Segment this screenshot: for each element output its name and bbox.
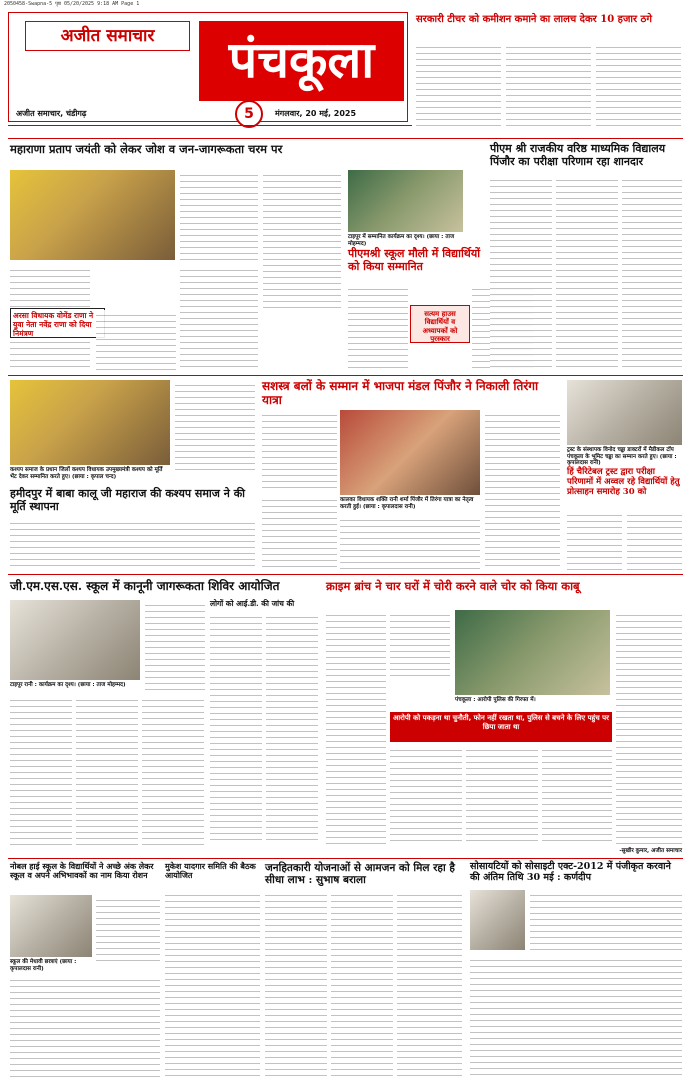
story-headline: जनहितकारी योजनाओं से आमजन को मिल रहा है सीधा लाभ : सुभाष बराला: [265, 862, 455, 887]
photo-caption: पंचकूला : आरोपी पुलिस की गिरफ्त में।: [455, 697, 536, 703]
page-number: 5: [235, 100, 263, 128]
story-text: [263, 170, 341, 310]
story-text: [348, 284, 408, 372]
story-text: [470, 955, 682, 1080]
news-photo: [10, 170, 175, 260]
story-text: [622, 175, 682, 370]
story-text: [165, 890, 260, 1080]
news-photo: [10, 600, 140, 680]
story-text: [542, 745, 612, 845]
photo-caption: टाइपूर में सम्मानित कार्यक्रम का दृश्य। (छाया : ताज मोहम्मद): [348, 234, 455, 247]
news-photo: [10, 895, 92, 957]
pull-quote: अरसा विधायक वोमेंड राणा ने युवा नेता नवेंद्र राणा को दिया निमंत्रण: [10, 308, 105, 338]
story-text: [331, 890, 393, 1080]
story-headline: पीएम श्री राजकीय वरिष्ठ माध्यमिक विद्यालय पिंजौर का परीक्षा परिणाम रहा शानदार: [490, 142, 666, 168]
photo-caption: स्कूल की मेधावी छात्राएं (छाया : कृपालदास रानी): [10, 959, 77, 972]
masthead: [8, 12, 408, 122]
news-photo: [348, 170, 463, 232]
divider: [8, 574, 683, 575]
photo-caption: टाइपूर रानी : कार्यक्रम का दृश्य। (छाया : ताज मोहम्मद): [10, 682, 126, 688]
photo-caption: कालका विधायक शक्ति रानी शर्मा पिंजौर में तिरंगा यात्रा का नेतृत्व करती हुई। (छाया : कृपालदास रानी): [340, 497, 474, 510]
photo-caption: ट्रस्ट के संस्थापक विनोद चड्ढा डाक्टरों में मैडीकल टॉप पंचकूला के भूमिट चड्ढा का सम्मान करते हुए। (छाया : कृपालदास रानी): [567, 447, 677, 467]
story-text: [616, 610, 682, 845]
story-text: [326, 610, 386, 845]
story-text: [466, 745, 538, 845]
story-headline: लोगों को आई.डी. की जांच की: [210, 599, 295, 608]
story-text: [265, 890, 327, 1080]
story-headline: नोबल हाई स्कूल के विद्यार्थियों ने अच्छे अंक लेकर स्कूल व अपने अभिभावकों का नाम किया रोशन: [10, 861, 154, 881]
story-headline: सरकारी टीचर को कमीशन कमाने का लालच देकर 10 हजार ठगे: [416, 14, 652, 25]
story-text: [96, 895, 160, 965]
story-text: [490, 175, 552, 370]
news-photo: [567, 380, 682, 445]
story-text: [556, 175, 618, 370]
story-text: [180, 170, 258, 260]
story-headline: सोसायटियों को सोसाइटी एक्ट-2012 में पंजीकृत करवाने की अंतिम तिथि 30 मई : कर्णदीप: [470, 861, 671, 883]
story-text: [262, 410, 337, 490]
story-text: [96, 310, 176, 370]
newspaper-brand: अजीत समाचार: [25, 21, 190, 51]
story-text: [262, 495, 337, 570]
publisher-line: अजीत समाचार, चंडीगढ़: [16, 109, 87, 118]
story-headline: क्राइम ब्रांच ने चार घरों में चोरी करने वाले चोर को किया काबू: [326, 579, 580, 593]
story-text: [210, 612, 262, 845]
news-photo: [470, 890, 525, 950]
story-headline: हिं चैरिटेबल ट्रस्ट द्वारा परीक्षा परिणामों में अव्वल रहे विद्यार्थियों हेतु प्रोत्साहन समारोह 30 को: [567, 467, 680, 497]
story-text: [266, 612, 318, 845]
byline: -सुखीर कुमार, अजीत समाचार: [619, 848, 682, 854]
story-text: [340, 515, 480, 570]
story-text: [390, 610, 450, 680]
photo-caption: कश्यप समाज के प्रधान जिलों कश्यप विधायक उपमुख्यमंत्री कश्यप को मूर्ति भेंट देकर सम्मानित करते हुए। (छाया : कृपाल चन्द): [10, 467, 163, 480]
divider: [8, 138, 683, 139]
story-text: [180, 265, 258, 370]
story-text: [175, 380, 255, 475]
story-text: [10, 975, 160, 1080]
pull-quote: आरोपी को पकड़ना था चुनौती, फोन नहीं रखता था, पुलिस से बचने के लिए पहुंच पर छिपा जाता था: [390, 712, 612, 742]
story-text: [530, 890, 682, 950]
story-headline: महाराणा प्रताप जयंती को लेकर जोश व जन-जागरूकता चरम पर: [10, 142, 283, 156]
divider: [8, 858, 683, 859]
story-text: [142, 695, 204, 845]
story-text: [627, 510, 682, 570]
story-text: [416, 42, 501, 130]
story-headline: जी.एम.एस.एस. स्कूल में कानूनी जागरूकता शिविर आयोजित: [10, 579, 280, 593]
story-headline: पीएमश्री स्कूल मौली में विद्यार्थियों को किया सम्मानित: [348, 247, 481, 273]
story-headline: सशस्त्र बलों के सम्मान में भाजपा मंडल पिंजौर ने निकाली तिरंगा यात्रा: [262, 379, 539, 407]
story-headline: हमीदपुर में बाबा कालू जी महाराज की कश्यप समाज ने की मूर्ति स्थापना: [10, 487, 246, 513]
news-photo: [455, 610, 610, 695]
news-photo: [10, 380, 170, 465]
city-title: पंचकूला: [199, 21, 404, 101]
story-text: [596, 42, 681, 130]
story-text: [485, 410, 560, 570]
news-photo: [340, 410, 480, 495]
issue-date: मंगलवार, 20 मई, 2025: [275, 109, 357, 118]
story-text: [10, 695, 72, 845]
story-text: [390, 745, 462, 845]
story-text: [567, 510, 622, 570]
story-text: [506, 42, 591, 130]
story-text: [145, 600, 205, 690]
story-text: [397, 890, 462, 1080]
story-headline: मुकेश यादगार समिति की बैठक आयोजित: [165, 861, 256, 881]
pull-quote: सत्यम हाउस विद्यार्थियों व अध्यापकों को पुरस्कार: [410, 305, 470, 343]
story-text: [10, 518, 255, 568]
divider: [8, 375, 683, 376]
story-text: [76, 695, 138, 845]
divider: [8, 125, 412, 126]
print-header: 2050458-Swapna-5 पृष्ठ 05/20/2025 9:18 AM Page 1: [4, 1, 140, 7]
